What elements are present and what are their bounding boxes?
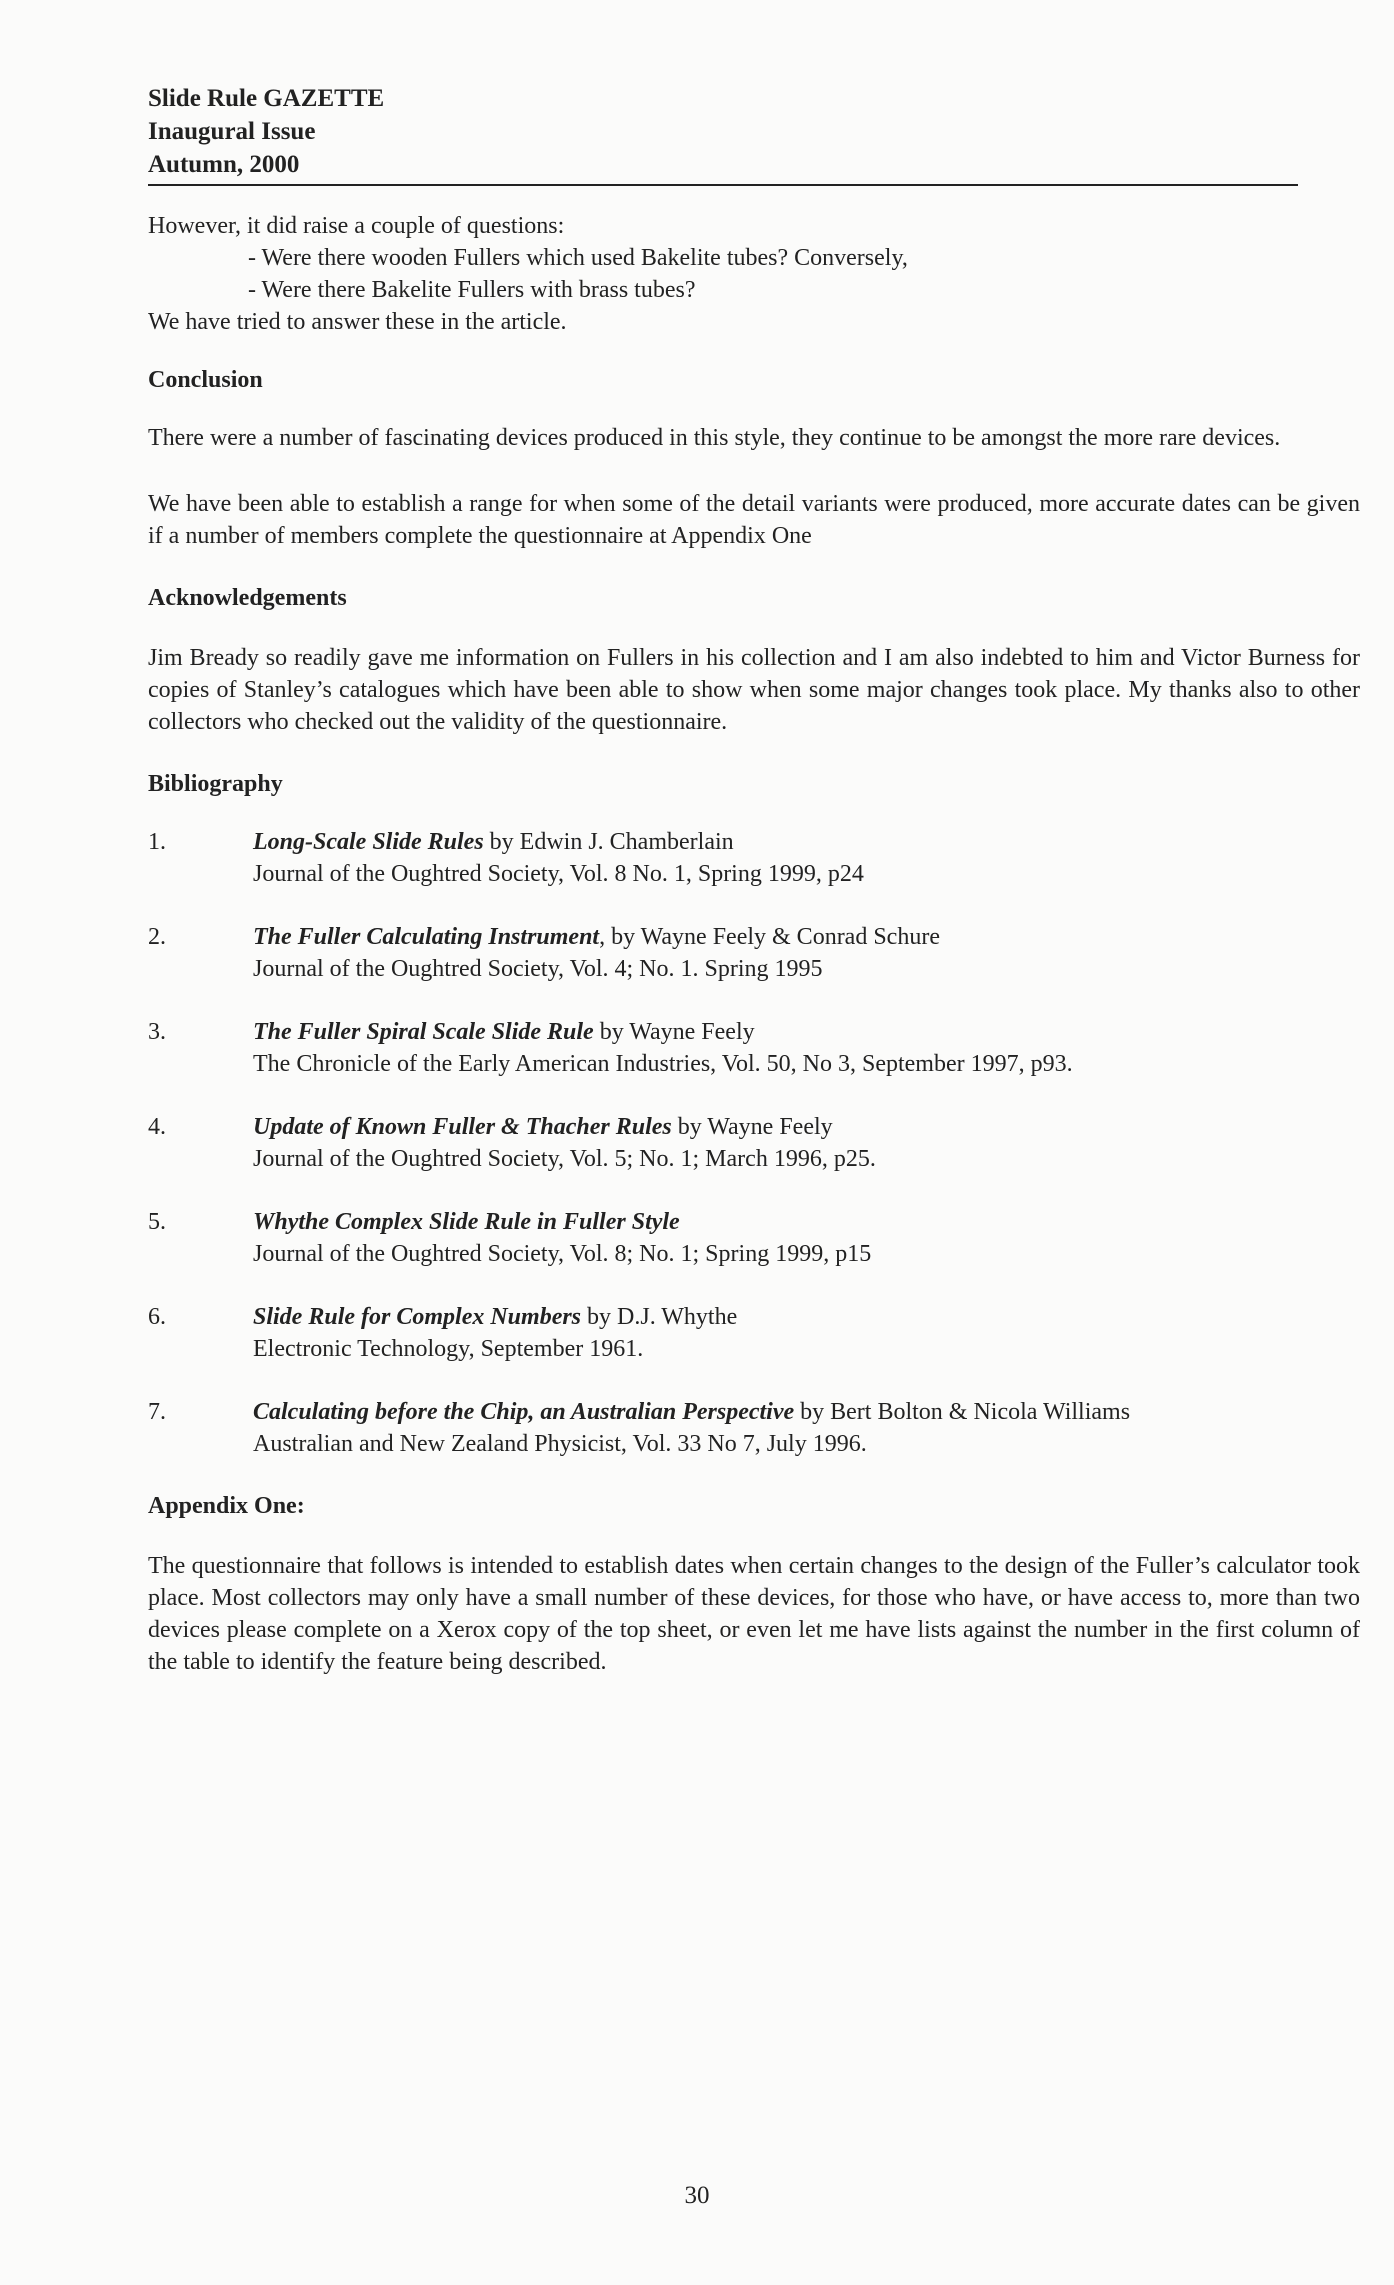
question-item: - Were there wooden Fullers which used Bakelite tubes? Conversely, [248, 245, 908, 271]
item-content [253, 1206, 871, 1270]
conclusion-section [148, 364, 1360, 552]
item-content [253, 1111, 876, 1175]
item-number: 7. [148, 1399, 166, 1425]
item-number: 2. [148, 924, 166, 950]
work-source: Australian and New Zealand Physicist, Vol. 33 No 7, July 1996. [253, 1431, 867, 1457]
work-title: Whythe Complex Slide Rule in Fuller Style [253, 1209, 680, 1235]
work-author: by Edwin J. Chamberlain [483, 829, 734, 855]
work-author: by Wayne Feely [671, 1114, 833, 1140]
bibliography-item [148, 1301, 1360, 1365]
paragraph: There were a number of fascinating devices produced in this style, they continue to be amongst the more rare devices. [148, 425, 1281, 451]
paragraph: We have been able to establish a range for when some of the detail variants were produced, more accurate dates can be given if a number of members complete the questionnaire at Appendix One [148, 491, 1360, 549]
item-content [253, 1396, 1130, 1460]
bibliography-item [148, 1111, 1360, 1175]
question-item: - Were there Bakelite Fullers with brass tubes? [248, 277, 696, 303]
work-title: Long-Scale Slide Rules [253, 829, 484, 855]
work-source: Journal of the Oughtred Society, Vol. 8; No. 1; Spring 1999, p15 [253, 1241, 872, 1267]
item-content [253, 1301, 737, 1365]
item-number: 1. [148, 829, 166, 855]
acknowledgements-section [148, 582, 1360, 738]
publication-title: Slide Rule GAZETTE [148, 85, 385, 112]
bibliography-item [148, 921, 1360, 985]
work-author: by Wayne Feely [593, 1019, 755, 1045]
bibliography-list [148, 826, 1360, 1460]
work-source: Journal of the Oughtred Society, Vol. 8 No. 1, Spring 1999, p24 [253, 861, 864, 887]
item-content [253, 921, 940, 985]
article-body [148, 210, 1360, 1678]
bibliography-item [148, 1016, 1360, 1080]
item-content [253, 826, 864, 890]
bibliography-section [148, 768, 1360, 1460]
section-heading: Acknowledgements [148, 585, 347, 611]
intro-section [148, 210, 1360, 338]
work-source: Electronic Technology, September 1961. [253, 1336, 644, 1362]
header-divider [148, 184, 1298, 186]
work-author: , by Wayne Feely & Conrad Schure [599, 924, 940, 950]
issue-date: Autumn, 2000 [148, 151, 300, 178]
work-title: The Fuller Spiral Scale Slide Rule [253, 1019, 594, 1045]
section-heading: Conclusion [148, 367, 263, 393]
intro-line: We have tried to answer these in the article. [148, 309, 567, 335]
masthead [148, 82, 1296, 181]
item-number: 6. [148, 1304, 166, 1330]
item-number: 5. [148, 1209, 166, 1235]
section-heading: Appendix One: [148, 1493, 305, 1519]
item-content [253, 1016, 1073, 1080]
work-source: Journal of the Oughtred Society, Vol. 5; No. 1; March 1996, p25. [253, 1146, 876, 1172]
work-title: Slide Rule for Complex Numbers [253, 1304, 582, 1330]
work-title: Update of Known Fuller & Thacher Rules [253, 1114, 672, 1140]
paragraph: The questionnaire that follows is intended to establish dates when certain changes to the design of the Fuller’s calculator took place. Most collectors may only have a small number of these devices, for those who have, or have access to, more than two devices please complete on a Xerox copy of the top sheet, or even let me have lists against the number in the first column of the table to identify the feature being described. [148, 1553, 1360, 1675]
bibliography-item [148, 826, 1360, 890]
appendix-section [148, 1490, 1360, 1678]
item-number: 3. [148, 1019, 166, 1045]
paragraph: Jim Bready so readily gave me information on Fullers in his collection and I am also indebted to him and Victor Burness for copies of Stanley’s catalogues which have been able to show when some major changes took place. My thanks also to other collectors who checked out the validity of the questionnaire. [148, 645, 1360, 735]
bibliography-item [148, 1206, 1360, 1270]
work-title: The Fuller Calculating Instrument [253, 924, 600, 950]
work-author: by Bert Bolton & Nicola Williams [794, 1399, 1131, 1425]
item-number: 4. [148, 1114, 166, 1140]
section-heading: Bibliography [148, 771, 283, 797]
issue-label: Inaugural Issue [148, 118, 316, 145]
work-author: by D.J. Whythe [581, 1304, 738, 1330]
page-number: 30 [684, 2182, 710, 2209]
work-source: Journal of the Oughtred Society, Vol. 4; No. 1. Spring 1995 [253, 956, 823, 982]
work-title: Calculating before the Chip, an Australian Perspective [253, 1399, 795, 1425]
work-source: The Chronicle of the Early American Industries, Vol. 50, No 3, September 1997, p93. [253, 1051, 1073, 1077]
bibliography-item [148, 1396, 1360, 1460]
intro-line: However, it did raise a couple of questions: [148, 213, 565, 239]
